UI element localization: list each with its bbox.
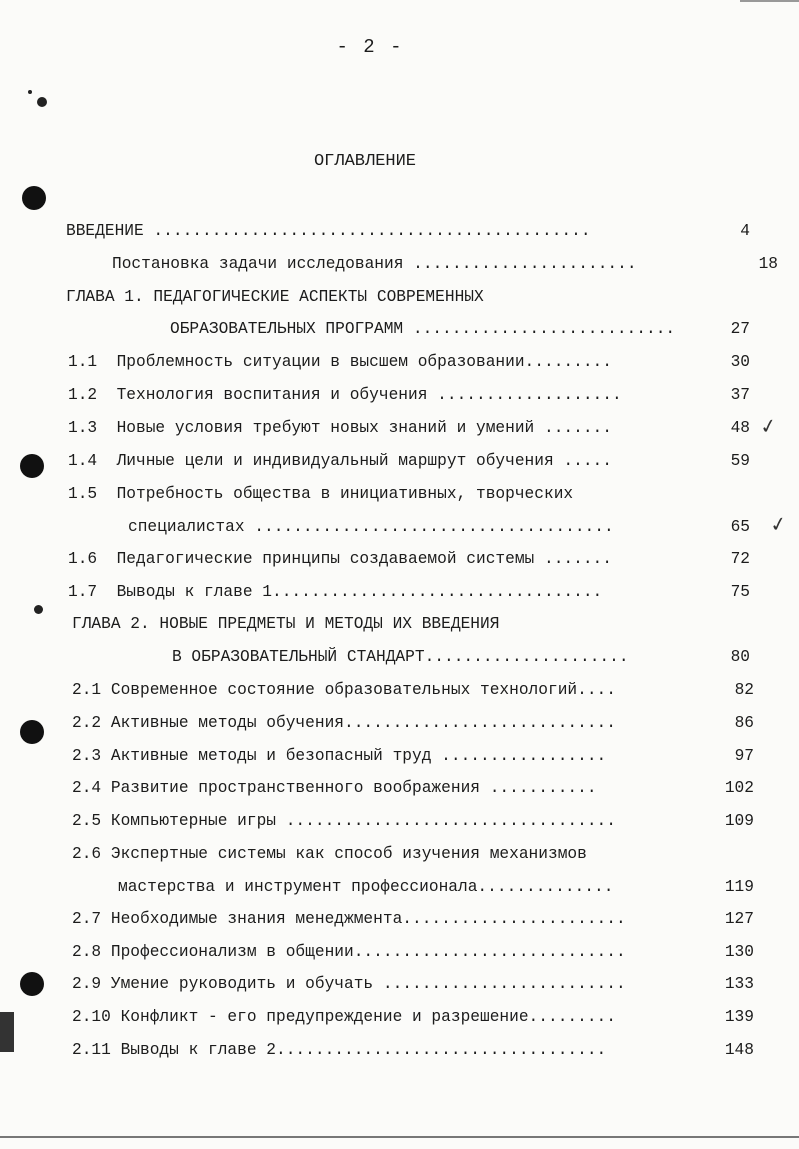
toc-page-1-6: 72: [730, 550, 750, 568]
toc-page-2-5: 109: [724, 812, 754, 830]
toc-page-intro: 4: [740, 222, 750, 240]
toc-entry-1-2: 1.2 Технология воспитания и обучения ...................: [68, 386, 622, 404]
toc-page-problem-statement: 18: [758, 255, 778, 273]
toc-page-1-2: 37: [730, 386, 750, 404]
toc-page-2-2: 86: [734, 714, 754, 732]
toc-page-2-7: 127: [724, 910, 754, 928]
toc-entry-1-1: 1.1 Проблемность ситуации в высшем образовании.........: [68, 353, 612, 371]
scan-speck: [34, 605, 43, 614]
toc-entry-1-6: 1.6 Педагогические принципы создаваемой системы .......: [68, 550, 612, 568]
toc-page-chapter2-standard: 80: [730, 648, 750, 666]
toc-entry-2-1: 2.1 Современное состояние образовательных технологий....: [72, 681, 616, 699]
scan-speck: [28, 90, 32, 94]
toc-entry-2-6-continued: мастерства и инструмент профессионала..............: [118, 878, 614, 896]
toc-entry-1-7: 1.7 Выводы к главе 1..................................: [68, 583, 603, 601]
toc-entry-chapter2-heading: ГЛАВА 2. НОВЫЕ ПРЕДМЕТЫ И МЕТОДЫ ИХ ВВЕДЕНИЯ: [72, 615, 500, 633]
toc-page-2-9: 133: [724, 975, 754, 993]
toc-entry-2-3: 2.3 Активные методы и безопасный труд .................: [72, 747, 607, 765]
check-mark-icon: ✓: [768, 510, 789, 538]
toc-entry-2-7: 2.7 Необходимые знания менеджмента.......................: [72, 910, 626, 928]
toc-entry-2-9: 2.9 Умение руководить и обучать .........................: [72, 975, 626, 993]
scan-edge-mark: [740, 0, 799, 2]
scan-edge-mark: [0, 1012, 14, 1052]
toc-entry-chapter2-standard: В ОБРАЗОВАТЕЛЬНЫЙ СТАНДАРТ.....................: [172, 648, 629, 666]
toc-page-1-4: 59: [730, 452, 750, 470]
toc-entry-2-6: 2.6 Экспертные системы как способ изучения механизмов: [72, 845, 587, 863]
scan-speck: [37, 97, 47, 107]
toc-entry-chapter1-programs: ОБРАЗОВАТЕЛЬНЫХ ПРОГРАММ ...........................: [170, 320, 676, 338]
toc-page-2-6: 119: [724, 878, 754, 896]
toc-entry-1-4: 1.4 Личные цели и индивидуальный маршрут обучения .....: [68, 452, 612, 470]
toc-entry-2-2: 2.2 Активные методы обучения............................: [72, 714, 616, 732]
toc-entry-1-3: 1.3 Новые условия требуют новых знаний и умений .......: [68, 419, 612, 437]
page-title: ОГЛАВЛЕНИЕ: [313, 152, 417, 171]
punch-hole: [20, 720, 44, 744]
toc-page-2-8: 130: [724, 943, 754, 961]
toc-entry-intro: ВВЕДЕНИЕ .............................................: [66, 222, 591, 240]
toc-entry-1-5-continued: специалистах .....................................: [128, 518, 614, 536]
toc-page-2-1: 82: [734, 681, 754, 699]
page-number: - 2 -: [336, 36, 404, 58]
toc-entry-2-11: 2.11 Выводы к главе 2..................................: [72, 1041, 607, 1059]
toc-page-chapter1-programs: 27: [730, 320, 750, 338]
toc-entry-problem-statement: Постановка задачи исследования .......................: [112, 255, 637, 273]
punch-hole: [20, 972, 44, 996]
toc-entry-1-5: 1.5 Потребность общества в инициативных, творческих: [68, 485, 574, 503]
punch-hole: [20, 454, 44, 478]
toc-entry-2-10: 2.10 Конфликт - его предупреждение и разрешение.........: [72, 1008, 616, 1026]
toc-entry-2-5: 2.5 Компьютерные игры ..................................: [72, 812, 616, 830]
toc-page-2-3: 97: [734, 747, 754, 765]
toc-page-1-3: 48: [730, 419, 750, 437]
toc-page-1-1: 30: [730, 353, 750, 371]
toc-page-1-7: 75: [730, 583, 750, 601]
toc-page-2-4: 102: [724, 779, 754, 797]
toc-entry-chapter1-heading: ГЛАВА 1. ПЕДАГОГИЧЕСКИЕ АСПЕКТЫ СОВРЕМЕННЫХ: [66, 288, 484, 306]
toc-page-2-10: 139: [724, 1008, 754, 1026]
toc-page-1-5: 65: [730, 518, 750, 536]
punch-hole: [22, 186, 46, 210]
toc-page-2-11: 148: [724, 1041, 754, 1059]
scan-edge-mark: [0, 1136, 799, 1138]
toc-entry-2-8: 2.8 Профессионализм в общении............................: [72, 943, 626, 961]
check-mark-icon: ✓: [758, 412, 779, 440]
toc-entry-2-4: 2.4 Развитие пространственного воображения ...........: [72, 779, 597, 797]
